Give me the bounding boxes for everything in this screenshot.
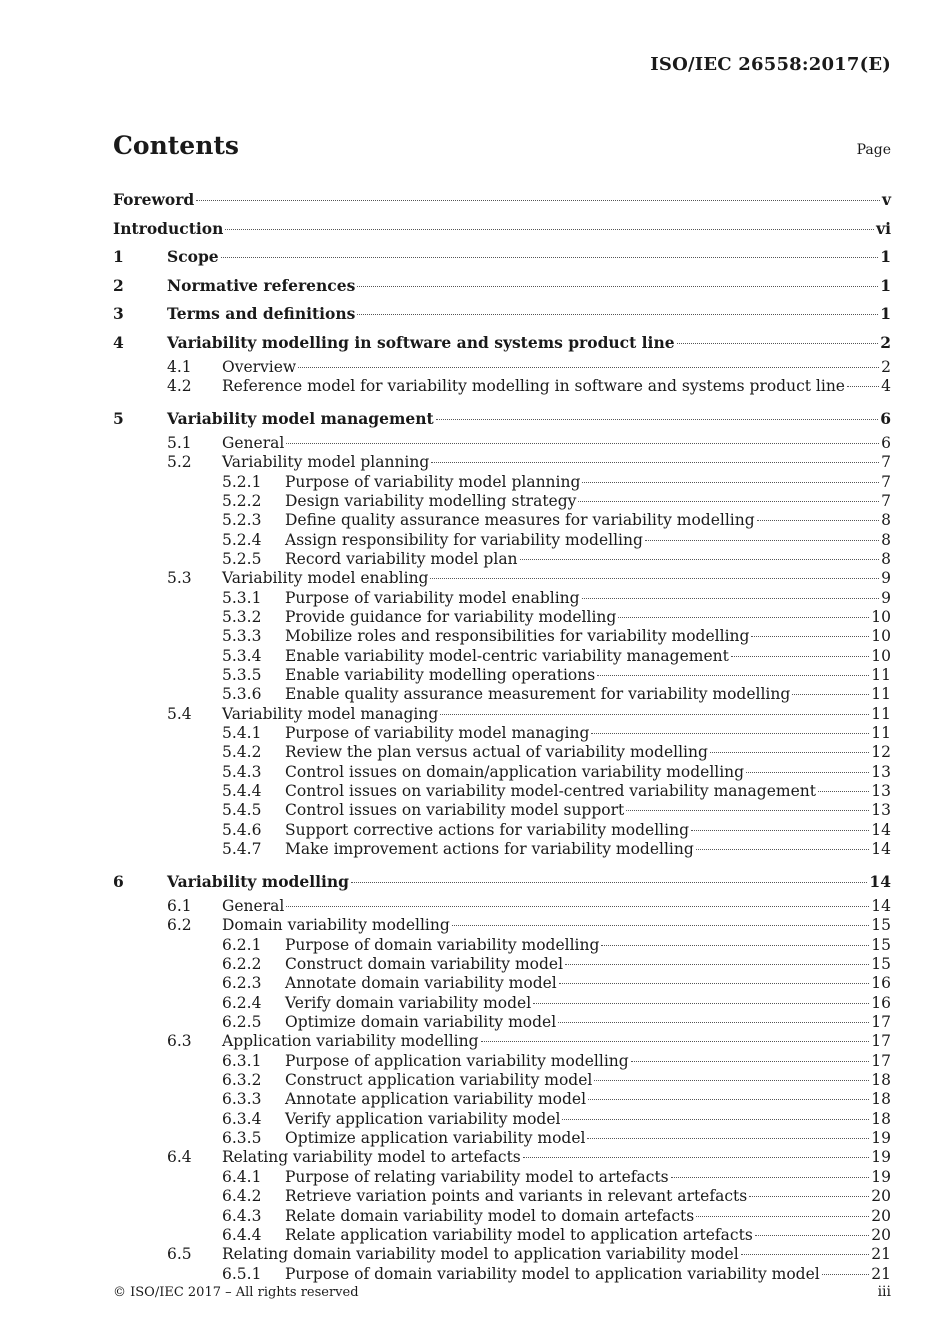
- toc-entry[interactable]: [113, 1013, 891, 1032]
- toc-entry-number: 6.3.2: [222, 1071, 262, 1090]
- toc-entry-title: Make improvement actions for variability modelling: [285, 840, 694, 859]
- toc-entry-title: Relating domain variability model to application variability model: [222, 1245, 739, 1264]
- toc-entry-title: Enable quality assurance measurement for variability modelling: [285, 685, 791, 704]
- toc-dot-leader: [696, 1216, 869, 1217]
- toc-entry-page: 19: [871, 1129, 891, 1148]
- toc-entry[interactable]: [113, 955, 891, 974]
- toc-entry[interactable]: [113, 300, 891, 329]
- toc-entry-title: Assign responsibility for variability modelling: [285, 530, 643, 549]
- toc-entry[interactable]: [113, 1032, 891, 1051]
- toc-entry-page: 10: [871, 646, 891, 665]
- toc-entry[interactable]: [113, 1168, 891, 1187]
- toc-dot-leader: [357, 314, 878, 315]
- toc-dot-leader: [196, 200, 880, 201]
- toc-entry[interactable]: [113, 186, 891, 215]
- toc-entry-title: Variability model management: [167, 409, 434, 429]
- toc-dot-leader: [710, 752, 869, 753]
- toc-entry[interactable]: [113, 763, 891, 782]
- toc-entry-number: 6.4.3: [222, 1206, 262, 1225]
- toc-entry-title: Verify application variability model: [285, 1109, 561, 1128]
- toc-dot-leader: [588, 1099, 869, 1100]
- toc-entry-number: 4.2: [167, 376, 192, 395]
- toc-entry-number: 6.3.4: [222, 1109, 262, 1128]
- toc-dot-leader: [436, 419, 879, 420]
- toc-entry[interactable]: [113, 868, 891, 897]
- toc-dot-leader: [618, 617, 869, 618]
- toc-dot-leader: [822, 1274, 870, 1275]
- toc-entry-page: 11: [871, 685, 891, 704]
- toc-entry[interactable]: [113, 215, 891, 244]
- toc-dot-leader: [587, 1138, 869, 1139]
- toc-entry-page: 9: [881, 569, 891, 588]
- toc-entry[interactable]: [113, 743, 891, 762]
- toc-entry-title: Review the plan versus actual of variability modelling: [285, 743, 708, 762]
- toc-entry-title: Relate domain variability model to domain artefacts: [285, 1206, 695, 1225]
- toc-entry-title: Domain variability modelling: [222, 916, 450, 935]
- toc-entry-title: Control issues on domain/application variability modelling: [285, 762, 745, 781]
- toc-entry-page: 17: [871, 1032, 891, 1051]
- footer-copyright: © ISO/IEC 2017 – All rights reserved: [113, 1285, 359, 1300]
- toc-entry[interactable]: [113, 1052, 891, 1071]
- toc-entry-page: vi: [876, 218, 891, 238]
- toc-dot-leader: [582, 482, 879, 483]
- toc-entry-page: 8: [881, 511, 891, 530]
- toc-entry-title: Control issues on variability model support: [285, 801, 625, 820]
- toc-entry-title: Verify domain variability model: [285, 993, 532, 1012]
- toc-entry-number: 5.3.6: [222, 685, 262, 704]
- toc-entry[interactable]: [113, 569, 891, 588]
- toc-entry-title: Optimize application variability model: [285, 1129, 586, 1148]
- toc-entry-page: 15: [871, 916, 891, 935]
- toc-entry-page: 13: [871, 801, 891, 820]
- toc-entry[interactable]: [113, 1187, 891, 1206]
- toc-dot-leader: [565, 964, 869, 965]
- toc-dot-leader: [481, 1041, 870, 1042]
- toc-entry[interactable]: [113, 243, 891, 272]
- toc-entry-number: 4.1: [167, 357, 192, 376]
- toc-entry-page: 18: [871, 1071, 891, 1090]
- toc-entry-title: Overview: [222, 357, 297, 376]
- toc-entry-title: Normative references: [167, 275, 356, 295]
- toc-entry-page: 2: [881, 357, 891, 376]
- contents-title: Contents: [113, 131, 240, 160]
- toc-entry-number: 6.3.5: [222, 1129, 262, 1148]
- toc-entry-title: Annotate domain variability model: [285, 974, 557, 993]
- toc-entry-page: 19: [871, 1167, 891, 1186]
- toc-entry-title: Record variability model plan: [285, 549, 518, 568]
- toc-entry-title: Scope: [167, 247, 219, 267]
- toc-entry-number: 5.2.1: [222, 472, 262, 491]
- toc-entry[interactable]: [113, 377, 891, 396]
- toc-entry-number: 5.2.3: [222, 511, 262, 530]
- toc-dot-leader: [440, 714, 869, 715]
- toc-entry-title: General: [222, 897, 285, 915]
- toc-entry-title: Purpose of variability model planning: [285, 472, 581, 491]
- toc-entry-title: Construct domain variability model: [285, 955, 564, 974]
- toc-entry-number: 5.2.4: [222, 530, 262, 549]
- toc-entry[interactable]: [113, 1110, 891, 1129]
- toc-entry-title: Design variability modelling strategy: [285, 491, 577, 510]
- toc-entry[interactable]: [113, 589, 891, 608]
- toc-entry[interactable]: [113, 627, 891, 646]
- toc-entry[interactable]: [113, 1090, 891, 1109]
- toc-entry-number: 5.4.6: [222, 820, 262, 839]
- toc-entry-number: 5.3.4: [222, 646, 262, 665]
- toc-entry[interactable]: [113, 916, 891, 935]
- toc-entry[interactable]: [113, 329, 891, 358]
- toc-dot-leader: [520, 559, 880, 560]
- toc-entry-page: 13: [871, 762, 891, 781]
- toc-entry[interactable]: [113, 821, 891, 840]
- toc-entry-title: Relate application variability model to application artefacts: [285, 1225, 753, 1244]
- toc-entry-number: 5.3: [167, 569, 192, 588]
- toc-entry-page: 14: [871, 820, 891, 839]
- toc-entry-number: 6.1: [167, 897, 192, 915]
- toc-dot-leader: [594, 1080, 869, 1081]
- toc-entry-number: 6.3: [167, 1032, 192, 1051]
- toc-entry-number: 5.2: [167, 453, 192, 472]
- toc-dot-leader: [677, 343, 879, 344]
- toc-entry-number: 6.4: [167, 1148, 192, 1167]
- toc-entry[interactable]: [113, 705, 891, 724]
- toc-entry-number: 5.3.1: [222, 588, 262, 607]
- toc-entry[interactable]: [113, 647, 891, 666]
- toc-entry-title: Variability modelling: [167, 872, 350, 892]
- toc-entry-page: 6: [881, 433, 891, 452]
- toc-entry-page: 14: [869, 872, 891, 892]
- toc-entry-number: 6.2.1: [222, 935, 262, 954]
- toc-entry-page: 1: [880, 304, 891, 324]
- toc-entry-number: 6.5: [167, 1245, 192, 1264]
- toc-dot-leader: [562, 1119, 869, 1120]
- toc-entry-page: 7: [881, 491, 891, 510]
- toc-entry-page: 20: [871, 1187, 891, 1206]
- toc-entry-page: 11: [871, 704, 891, 723]
- toc-entry-number: 6.2: [167, 916, 192, 935]
- toc-dot-leader: [578, 501, 879, 502]
- toc-entry-number: 3: [113, 304, 124, 324]
- toc-entry-page: 21: [871, 1245, 891, 1264]
- toc-dot-leader: [221, 257, 879, 258]
- toc-entry-number: 6.3.1: [222, 1051, 262, 1070]
- toc-entry-number: 6.2.3: [222, 974, 262, 993]
- footer-page-number: iii: [877, 1284, 891, 1300]
- toc-entry-page: 11: [871, 724, 891, 742]
- toc-entry[interactable]: [113, 1071, 891, 1090]
- toc-entry[interactable]: [113, 994, 891, 1013]
- toc-entry-number: 5.4.2: [222, 743, 262, 762]
- toc-entry[interactable]: [113, 840, 891, 859]
- toc-entry-title: General: [222, 433, 285, 452]
- toc-entry[interactable]: [113, 434, 891, 453]
- toc-dot-leader: [286, 906, 869, 907]
- toc-entry-page: 18: [871, 1109, 891, 1128]
- toc-entry-title: Retrieve variation points and variants in relevant artefacts: [285, 1187, 748, 1206]
- document-standard-id: ISO/IEC 26558:2017(E): [650, 54, 891, 75]
- toc-entry-page: 2: [880, 332, 891, 352]
- toc-dot-leader: [847, 386, 879, 387]
- toc-entry[interactable]: [113, 272, 891, 301]
- toc-entry[interactable]: [113, 1207, 891, 1226]
- toc-dot-leader: [818, 791, 869, 792]
- toc-entry[interactable]: [113, 550, 891, 569]
- toc-entry-number: 6.2.4: [222, 993, 262, 1012]
- toc-entry-title: Purpose of variability model managing: [285, 724, 590, 742]
- toc-entry-number: 6: [113, 872, 124, 892]
- toc-entry-page: 17: [871, 1013, 891, 1032]
- toc-entry-number: 5.3.3: [222, 627, 262, 646]
- toc-dot-leader: [298, 367, 879, 368]
- toc-entry-number: 5.4.5: [222, 801, 262, 820]
- toc-entry[interactable]: [113, 1226, 891, 1245]
- toc-dot-leader: [601, 945, 869, 946]
- toc-entry-title: Annotate application variability model: [285, 1090, 587, 1109]
- toc-entry-number: 6.4.4: [222, 1225, 262, 1244]
- toc-dot-leader: [286, 443, 879, 444]
- toc-entry-title: Purpose of relating variability model to artefacts: [285, 1167, 669, 1186]
- toc-dot-leader: [757, 520, 879, 521]
- toc-entry-number: 6.2.5: [222, 1013, 262, 1032]
- toc-dot-leader: [671, 1177, 870, 1178]
- toc-entry-title: Support corrective actions for variability modelling: [285, 820, 689, 839]
- toc-entry-page: 7: [881, 453, 891, 472]
- toc-entry-number: 5.2.5: [222, 549, 262, 568]
- toc-entry-title: Purpose of variability model enabling: [285, 588, 580, 607]
- toc-entry-page: 11: [871, 665, 891, 684]
- toc-entry[interactable]: [113, 1129, 891, 1148]
- toc-entry[interactable]: [113, 492, 891, 511]
- toc-dot-leader: [755, 1235, 869, 1236]
- toc-entry-page: 13: [871, 782, 891, 801]
- toc-entry-page: 19: [871, 1148, 891, 1167]
- toc-entry-title: Purpose of domain variability modelling: [285, 935, 600, 954]
- toc-entry[interactable]: [113, 974, 891, 993]
- toc-entry-number: 6.3.3: [222, 1090, 262, 1109]
- toc-entry-title: Terms and definitions: [167, 304, 356, 324]
- toc-entry-page: 14: [871, 897, 891, 915]
- toc-entry-page: 1: [880, 275, 891, 295]
- toc-entry-number: 5.1: [167, 433, 192, 452]
- toc-entry-title: Variability model enabling: [222, 569, 429, 588]
- toc-entry[interactable]: [113, 358, 891, 377]
- toc-dot-leader: [523, 1157, 870, 1158]
- toc-entry-number: 1: [113, 247, 124, 267]
- toc-entry-number: 5.4.7: [222, 840, 262, 859]
- toc-entry-title: Purpose of domain variability model to application variability model: [285, 1264, 820, 1283]
- toc-dot-leader: [731, 656, 869, 657]
- toc-entry-title: Variability model managing: [222, 704, 439, 723]
- toc-entry-number: 4: [113, 332, 124, 352]
- toc-entry-title: Relating variability model to artefacts: [222, 1148, 521, 1167]
- table-of-contents: [113, 186, 891, 1284]
- toc-entry-title: Enable variability model-centric variability management: [285, 646, 729, 665]
- toc-entry-number: 6.4.1: [222, 1167, 262, 1186]
- toc-dot-leader: [430, 578, 879, 579]
- toc-entry-page: 18: [871, 1090, 891, 1109]
- toc-entry-title: Define quality assurance measures for variability modelling: [285, 511, 755, 530]
- toc-entry-page: 8: [881, 549, 891, 568]
- toc-entry-page: 16: [871, 993, 891, 1012]
- toc-entry[interactable]: [113, 531, 891, 550]
- toc-entry-title: Variability modelling in software and systems product line: [167, 332, 675, 352]
- toc-entry-title: Foreword: [113, 190, 195, 209]
- toc-entry-page: 14: [871, 840, 891, 859]
- toc-entry-title: Reference model for variability modelling in software and systems product line: [222, 376, 845, 395]
- toc-entry-title: Introduction: [113, 218, 224, 238]
- toc-entry-page: 10: [871, 607, 891, 626]
- toc-entry-page: 1: [880, 247, 891, 267]
- toc-entry-page: 8: [881, 530, 891, 549]
- toc-dot-leader: [631, 1061, 870, 1062]
- toc-entry-number: 2: [113, 275, 124, 295]
- toc-entry-number: 5.4: [167, 704, 192, 723]
- toc-dot-leader: [696, 849, 869, 850]
- toc-entry[interactable]: [113, 685, 891, 704]
- toc-entry[interactable]: [113, 936, 891, 955]
- toc-dot-leader: [452, 925, 869, 926]
- toc-entry[interactable]: [113, 897, 891, 916]
- toc-dot-leader: [645, 540, 879, 541]
- toc-entry[interactable]: [113, 1265, 891, 1284]
- toc-dot-leader: [558, 1022, 869, 1023]
- toc-entry-number: 6.4.2: [222, 1187, 262, 1206]
- toc-entry-title: Enable variability modelling operations: [285, 665, 596, 684]
- toc-entry-number: 5.4.3: [222, 762, 262, 781]
- toc-entry-number: 6.2.2: [222, 955, 262, 974]
- toc-entry-number: 5.4.1: [222, 724, 262, 742]
- toc-dot-leader: [582, 598, 880, 599]
- toc-dot-leader: [431, 462, 879, 463]
- toc-entry-page: 20: [871, 1206, 891, 1225]
- toc-entry-page: 6: [880, 409, 891, 429]
- toc-entry-page: 21: [871, 1264, 891, 1283]
- toc-entry-page: 12: [871, 743, 891, 762]
- toc-dot-leader: [559, 983, 870, 984]
- toc-entry-number: 5: [113, 409, 124, 429]
- toc-entry[interactable]: [113, 724, 891, 743]
- toc-dot-leader: [749, 1196, 869, 1197]
- toc-entry-title: Application variability modelling: [222, 1032, 479, 1051]
- toc-entry[interactable]: [113, 782, 891, 801]
- toc-entry-page: 10: [871, 627, 891, 646]
- toc-entry-title: Mobilize roles and responsibilities for variability modelling: [285, 627, 750, 646]
- toc-dot-leader: [626, 810, 869, 811]
- toc-entry-page: v: [881, 190, 891, 209]
- toc-entry-title: Provide guidance for variability modelling: [285, 607, 617, 626]
- toc-entry-title: Construct application variability model: [285, 1071, 593, 1090]
- toc-dot-leader: [591, 733, 869, 734]
- toc-entry-title: Purpose of application variability modelling: [285, 1051, 629, 1070]
- toc-entry-page: 15: [871, 955, 891, 974]
- toc-entry-page: 20: [871, 1225, 891, 1244]
- toc-entry-page: 15: [871, 935, 891, 954]
- toc-dot-leader: [741, 1254, 870, 1255]
- toc-entry-number: 5.3.2: [222, 607, 262, 626]
- toc-entry-page: 16: [871, 974, 891, 993]
- toc-entry-title: Control issues on variability model-centred variability management: [285, 782, 816, 801]
- toc-dot-leader: [357, 286, 878, 287]
- toc-entry[interactable]: [113, 608, 891, 627]
- toc-entry[interactable]: [113, 453, 891, 472]
- toc-entry-page: 17: [871, 1051, 891, 1070]
- toc-entry-page: 9: [881, 588, 891, 607]
- toc-entry[interactable]: [113, 511, 891, 530]
- toc-dot-leader: [225, 229, 874, 230]
- toc-dot-leader: [751, 636, 869, 637]
- toc-dot-leader: [792, 694, 869, 695]
- toc-entry[interactable]: [113, 1148, 891, 1167]
- toc-entry-page: 7: [881, 472, 891, 491]
- toc-entry[interactable]: [113, 405, 891, 434]
- toc-entry-title: Variability model planning: [222, 453, 430, 472]
- toc-dot-leader: [597, 675, 869, 676]
- toc-entry-number: 5.4.4: [222, 782, 262, 801]
- toc-entry-page: 4: [881, 376, 891, 395]
- toc-dot-leader: [533, 1003, 869, 1004]
- toc-entry[interactable]: [113, 801, 891, 820]
- toc-entry-number: 5.3.5: [222, 665, 262, 684]
- toc-dot-leader: [691, 830, 869, 831]
- toc-entry[interactable]: [113, 473, 891, 492]
- toc-entry[interactable]: [113, 666, 891, 685]
- toc-entry-number: 6.5.1: [222, 1264, 262, 1283]
- toc-entry-title: Optimize domain variability model: [285, 1013, 557, 1032]
- toc-entry-number: 5.2.2: [222, 491, 262, 510]
- toc-entry[interactable]: [113, 1245, 891, 1264]
- page-column-label: Page: [856, 142, 891, 158]
- toc-dot-leader: [351, 882, 867, 883]
- toc-dot-leader: [746, 772, 869, 773]
